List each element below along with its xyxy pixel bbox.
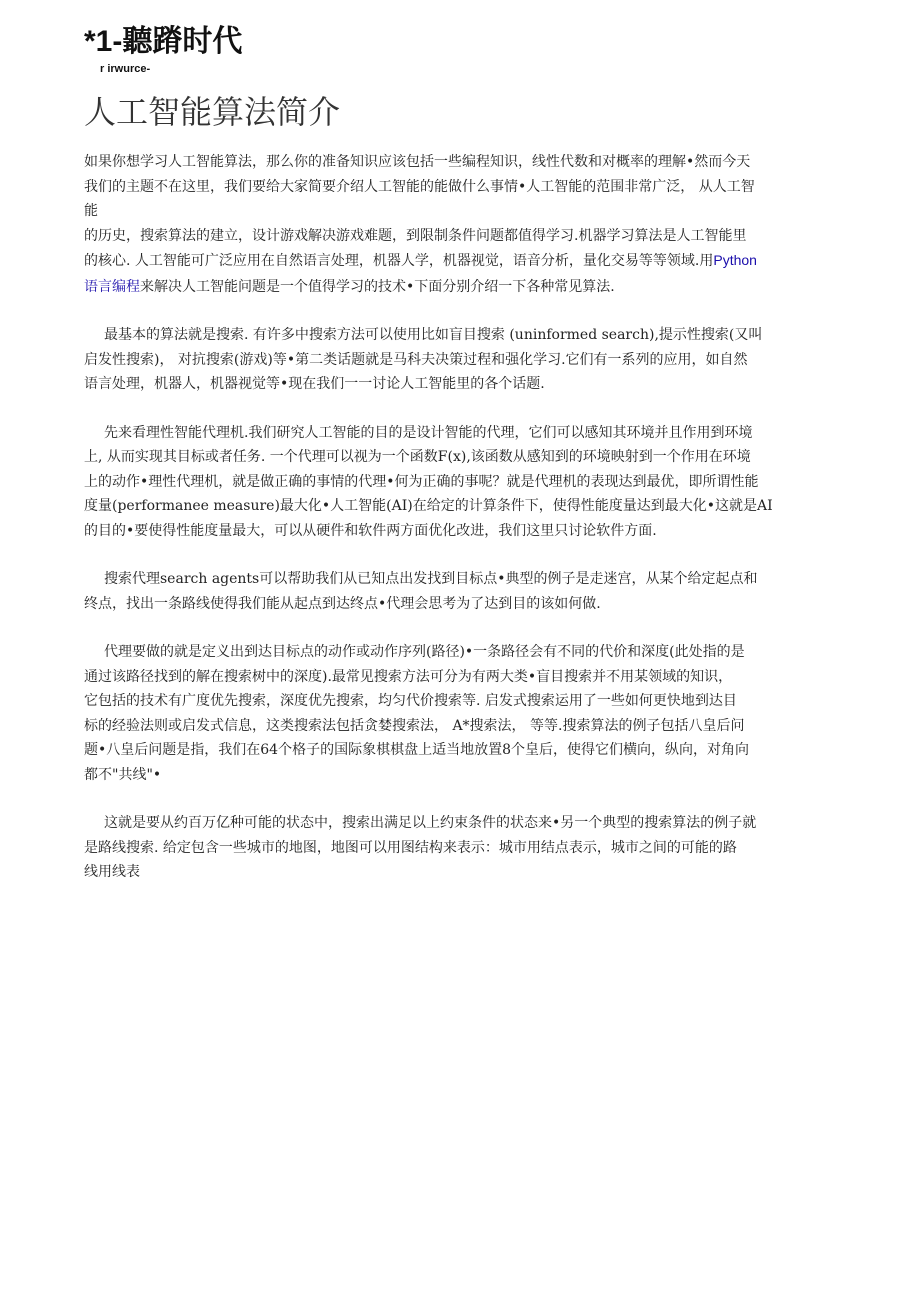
text-line: 能 — [84, 203, 98, 219]
text-line: 题•八皇后问题是指，我们在64个格子的国际象棋棋盘上适当地放置8个皇后，使得它们横向，纵向，对角向 — [84, 742, 749, 758]
text-line: 通过该路径找到的解在搜索树中的深度).最常见搜索方法可分为有两大类•盲目搜索并不用某领域的知识， — [84, 668, 733, 685]
site-logo[interactable] — [84, 22, 324, 78]
text-line: 的目的•要使得性能度量最大，可以从硬件和软件两方面优化改进，我们这里只讨论软件方面. — [84, 522, 657, 539]
page-title: 人工智能算法简介 — [84, 93, 341, 131]
text-line — [84, 640, 824, 665]
logo-sub-text: r irwurce- — [100, 63, 151, 75]
text-line: 我们的主题不在这里，我们要给大家简要介绍人工智能的能做什么事情•人工智能的范围非常广泛， 从人工智 — [84, 178, 755, 195]
text-line: 终点，找出一条路线使得我们能从起点到达终点•代理会思考为了达到目的该如何做. — [84, 595, 601, 612]
paragraph-search-agents — [84, 567, 824, 616]
text-line: 它包括的技术有广度优先搜索，深度优先搜索，均匀代价搜索等. 启发式搜索运用了一些如何更快地到达目 — [84, 693, 737, 709]
text-line: 的历史，搜索算法的建立，设计游戏解决游戏难题，到限制条件问题都值得学习.机器学习算法是人工智能里 — [84, 227, 747, 244]
paragraph-search-basics — [84, 323, 824, 397]
text-line-with-link — [84, 248, 824, 274]
python-programming-link[interactable]: Python — [713, 252, 757, 268]
text-line — [84, 567, 824, 592]
text-segment: 这就是要从约百万亿种可能的状态中，搜索出满足以上约束条件的状态来•另一个典型的搜索算法的例子就 — [104, 815, 757, 831]
text-segment: 搜索代理search agents可以帮助我们从已知点出发找到目标点•典型的例子是走迷宫，从某个给定起点和 — [104, 571, 758, 587]
text-line: 启发性搜索)， 对抗搜索(游戏)等•第二类话题就是马科夫决策过程和强化学习.它们有一系列的应用，如自然 — [84, 351, 748, 368]
text-segment: 的核心. 人工智能可广泛应用在自然语言处理，机器人学，机器视觉，语音分析，量化交易等等领域.用 — [84, 253, 714, 269]
paragraph-agent-actions — [84, 640, 824, 787]
text-line: 是路线搜索. 给定包含一些城市的地图，地图可以用图结构来表示：城市用结点表示，城市之间的可能的路 — [84, 839, 737, 856]
article-body — [84, 150, 824, 909]
paragraph-intro — [84, 150, 824, 299]
text-line: 线用线表 — [84, 864, 140, 880]
text-line: 上的动作•理性代理机，就是做正确的事情的代理•何为正确的事呢？就是代理机的表现达到最优，即所谓性能 — [84, 473, 759, 490]
text-line: 标的经验法则或启发式信息，这类搜索法包括贪婪搜索法， A*搜索法， 等等.搜索算法的例子包括八皇后问 — [84, 717, 745, 734]
text-line: 度量(performanee measure)最大化•人工智能(AI)在给定的计算条件下，使得性能度量达到最大化•这就是AI — [84, 498, 773, 514]
text-segment: 先来看理性智能代理机.我们研究人工智能的目的是设计智能的代理，它们可以感知其环境并且作用到环境 — [104, 424, 753, 441]
text-line — [84, 421, 824, 446]
text-segment: 最基本的算法就是搜索. 有许多中搜索方法可以使用比如盲目搜索 (uninformed search),提示性搜索(又叫 — [104, 327, 763, 343]
text-line — [84, 811, 824, 836]
text-segment: 来解决人工智能问题是一个值得学习的技术•下面分别介绍一下各种常见算法. — [140, 278, 615, 295]
text-line — [84, 323, 824, 348]
text-line: 都不"共线"• — [84, 766, 162, 783]
text-line: 上, 从而实现其目标或者任务. 一个代理可以视为一个函数F(x),该函数从感知到的环境映射到一个作用在环境 — [84, 449, 751, 465]
text-line: 如果你想学习人工智能算法，那么你的准备知识应该包括一些编程知识，线性代数和对概率的理解•然而今天 — [84, 154, 751, 170]
logo-main-text: *1-聽蹐时代 — [84, 25, 243, 58]
paragraph-rational-agent — [84, 421, 824, 544]
python-programming-link-cont[interactable]: 语言编程 — [84, 277, 140, 294]
paragraph-route-search — [84, 811, 824, 885]
text-line-with-link — [84, 274, 824, 300]
text-line: 语言处理，机器人，机器视觉等•现在我们一一讨论人工智能里的各个话题. — [84, 376, 545, 392]
text-segment: 代理要做的就是定义出到达目标点的动作或动作序列(路径)•一条路径会有不同的代价和深度(此处指的是 — [104, 644, 745, 660]
